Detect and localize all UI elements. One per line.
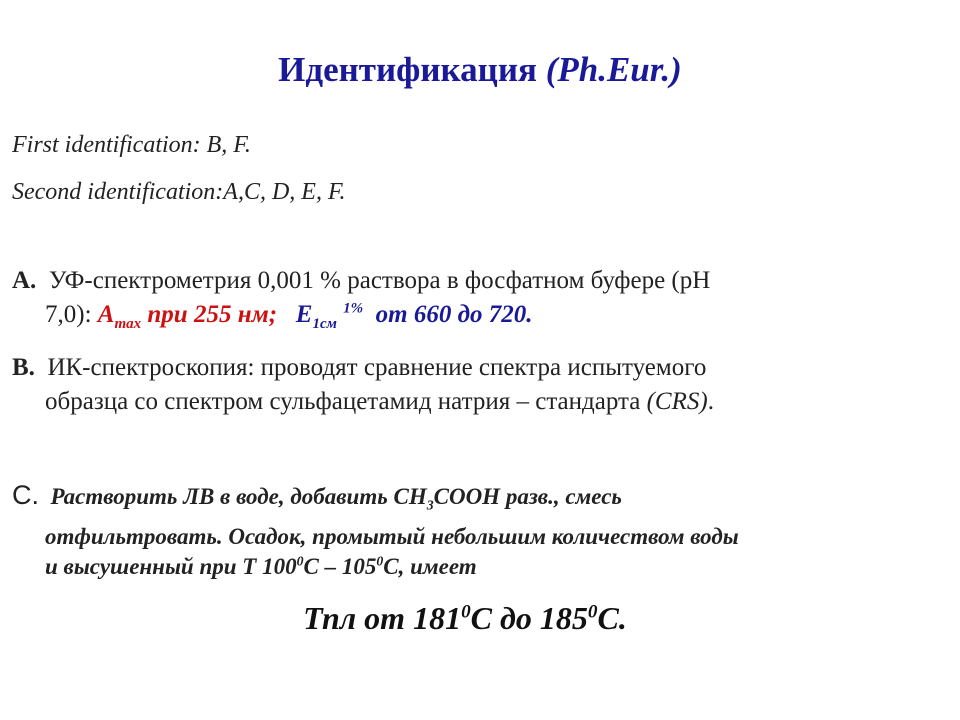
section-b-crs: (CRS) — [646, 388, 708, 415]
amax-symbol: A — [97, 301, 115, 328]
melting-c: С. — [597, 600, 627, 636]
e-symbol: E — [295, 301, 313, 328]
section-c-deg-2: 0 — [376, 553, 384, 569]
section-c-deg-1: 0 — [296, 553, 304, 569]
amax-tail: при 255 нм; — [147, 301, 278, 328]
section-c-text-1 — [50, 484, 622, 513]
section-a — [12, 264, 710, 332]
section-c — [12, 476, 952, 582]
section-c-label: C. — [12, 480, 39, 510]
section-c-text-3a: и высушенный при Т 100 — [45, 554, 297, 579]
e-tail: от 660 до 720. — [375, 301, 533, 328]
melting-a: Тпл от 181 — [303, 600, 462, 636]
first-identification: First identification: B, F. — [12, 132, 251, 158]
section-b-end: . — [707, 388, 714, 415]
page-title — [0, 50, 960, 90]
title-ref: (Ph.Eur.) — [545, 50, 682, 89]
section-c-text-3c: С, имеет — [383, 554, 477, 579]
section-c-text-2: отфильтровать. Осадок, промытый небольшим количеством воды — [45, 524, 739, 549]
section-a-text-1: УФ-спектрометрия 0,001 % раствора в фосфатном буфере (pH — [48, 267, 711, 294]
section-c-text-1a: Растворить ЛВ в воде, добавить CH — [50, 484, 427, 509]
section-a-text-2: 7,0): — [45, 301, 92, 328]
specific-absorbance — [295, 300, 533, 332]
section-c-sub: 3 — [426, 497, 434, 513]
section-a-label: A. — [12, 267, 37, 294]
section-b-text-1: ИК-спектроскопия: проводят сравнение спектра испытуемого — [47, 354, 707, 381]
e-sub: 1см — [312, 316, 337, 332]
melting-deg-2: 0 — [587, 601, 598, 623]
section-b-label: B. — [12, 354, 35, 381]
section-b-text-2: образца со спектром сульфацетамид натрия – стандарта — [45, 388, 641, 415]
amax-sub: max — [114, 316, 142, 332]
section-b — [12, 351, 714, 419]
title-main: Идентификация — [278, 50, 537, 89]
melting-b: С до 185 — [470, 600, 588, 636]
section-c-text-3 — [12, 552, 952, 582]
e-sup: 1% — [343, 300, 364, 317]
second-identification: Second identification:A,C, D, E, F. — [12, 179, 346, 205]
section-c-text-1b: COOH разв., смесь — [433, 484, 622, 509]
amax-value — [97, 301, 278, 332]
melting-deg-1: 0 — [461, 601, 471, 623]
section-c-text-3b: С – 105 — [303, 554, 377, 579]
melting-point — [0, 600, 930, 637]
